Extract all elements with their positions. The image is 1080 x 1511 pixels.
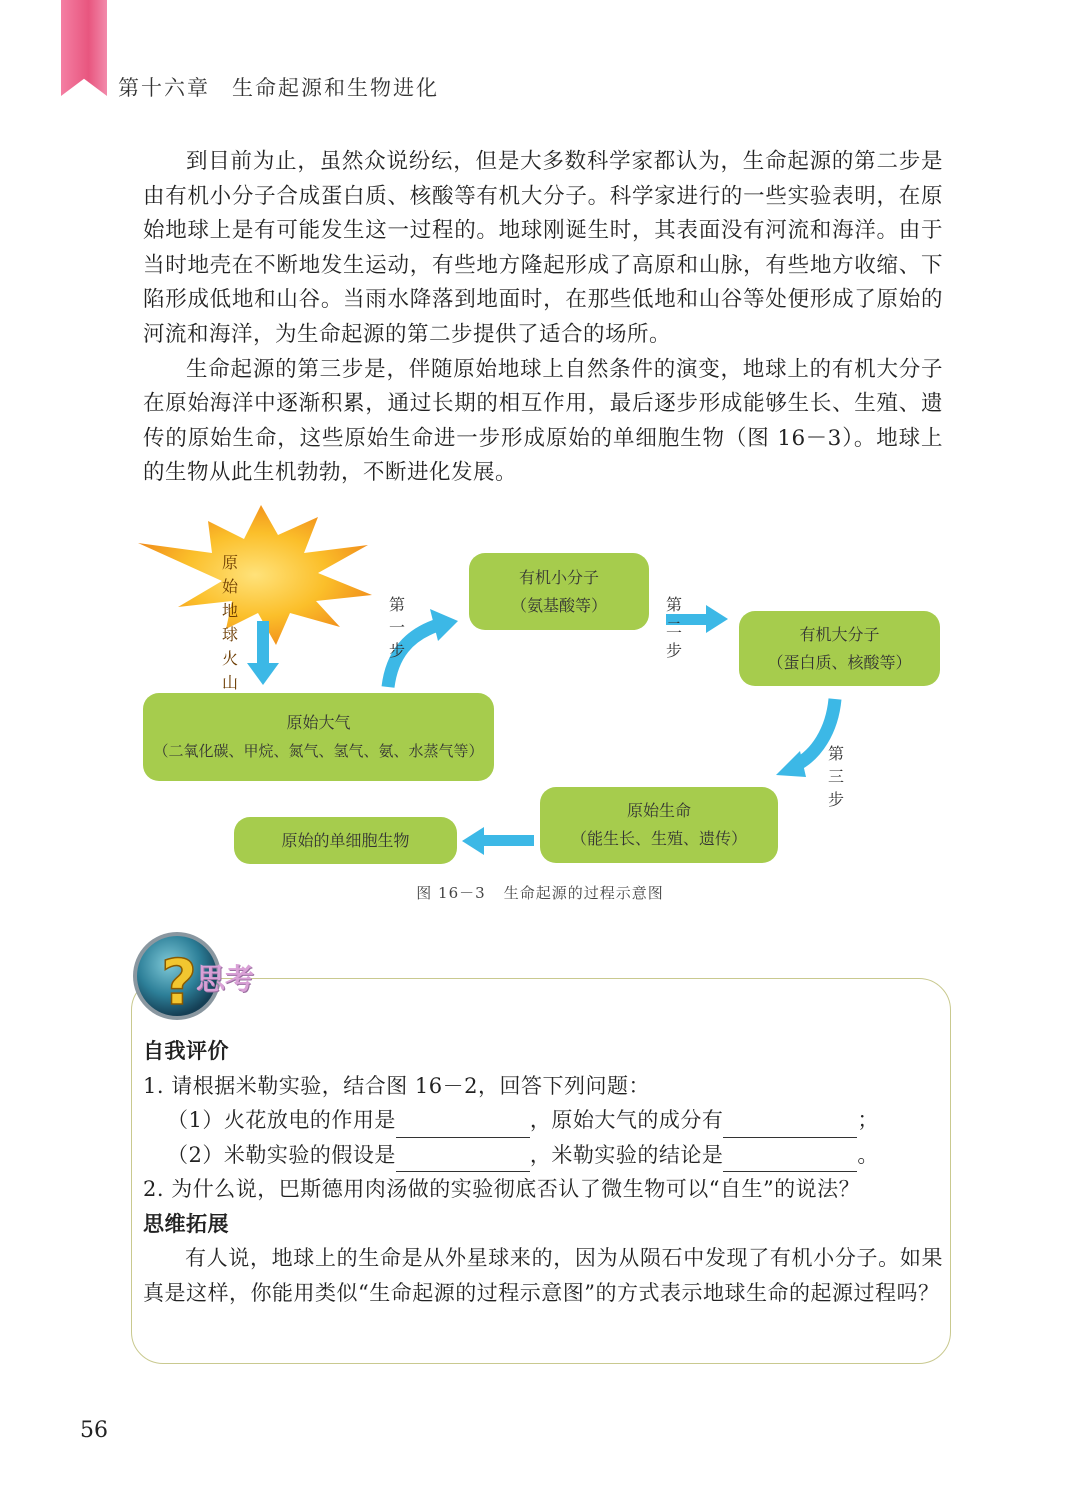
atmosphere-title: 原始大气 <box>286 713 351 732</box>
answer-blank[interactable] <box>723 1113 857 1138</box>
label-step2: 第二步 <box>666 595 683 660</box>
volcano-line1: 原始地球 <box>222 553 239 644</box>
arrow-step3 <box>776 699 835 777</box>
chapter-tab-decoration <box>61 0 107 96</box>
small-molecules-title: 有机小分子 <box>518 567 599 587</box>
large-molecules-detail: （蛋白质、核酸等） <box>767 652 912 672</box>
box-primitive-life <box>540 787 778 863</box>
svg-text:?: ? <box>161 946 197 1019</box>
main-text <box>143 145 943 491</box>
figure-number: 图 16－3 <box>416 884 486 902</box>
box-primitive-atmosphere <box>143 693 494 781</box>
box-large-molecules <box>739 611 940 686</box>
box-single-cell <box>234 817 457 864</box>
arrow-life-to-cell <box>462 827 534 855</box>
figure-caption <box>0 882 1080 903</box>
self-evaluation-heading: 自我评价 <box>143 1039 229 1063</box>
volcano-burst-icon <box>138 505 372 645</box>
chapter-header <box>118 72 439 102</box>
q1-2-part-b: ，米勒实验的结论是 <box>529 1142 724 1167</box>
question-2: 2. 为什么说，巴斯德用肉汤做的实验彻底否认了微生物可以“自生”的说法？ <box>143 1177 861 1201</box>
q1-1-part-c: ； <box>857 1108 879 1132</box>
small-molecules-detail: （氨基酸等） <box>510 595 607 615</box>
extension-paragraph: 有人说，地球上的生命是从外星球来的，因为从陨石中发现了有机小分子。如果真是这样，你能用类似“生命起源的过程示意图”的方式表示地球生命的起源过程吗？ <box>143 1246 943 1305</box>
chapter-number: 第十六章 <box>118 76 210 100</box>
paragraph-1: 到目前为止，虽然众说纷纭，但是大多数科学家都认为，生命起源的第二步是由有机小分子合成蛋白质、核酸等有机大分子。科学家进行的一些实验表明，在原始地球上是有可能发生这一过程的。地球刚诞生时，其表面没有河流和海洋。由于当时地壳在不断地发生运动，有些地方隆起形成了高原和山脉，有些地方收缩、下陷形成低地和山谷。当雨水降落到地面时，在那些低地和山谷等处便形成了原始的河流和海洋，为生命起源的第二步提供了适合的场所。 <box>143 149 943 347</box>
label-step1: 第一步 <box>389 595 406 660</box>
q1-1-part-a: （1）火花放电的作用是 <box>167 1108 396 1132</box>
figure-title: 生命起源的过程示意图 <box>503 884 664 902</box>
answer-blank[interactable] <box>723 1147 857 1172</box>
answer-blank[interactable] <box>396 1113 530 1138</box>
large-molecules-title: 有机大分子 <box>799 624 880 644</box>
single-cell-title: 原始的单细胞生物 <box>281 830 410 850</box>
volcano-line2: 火山 <box>222 649 239 692</box>
label-step3: 第三步 <box>828 744 845 809</box>
chapter-title: 生命起源和生物进化 <box>232 76 439 100</box>
question-1-2 <box>143 1138 943 1173</box>
question-1-1 <box>143 1103 943 1138</box>
primitive-life-detail: （能生长、生殖、遗传） <box>570 829 747 848</box>
box-small-molecules <box>469 553 649 630</box>
thinking-extension-heading: 思维拓展 <box>143 1211 229 1236</box>
question-1: 1. 请根据米勒实验，结合图 16－2，回答下列问题： <box>143 1073 650 1098</box>
q1-2-part-a: （2）米勒实验的假设是 <box>167 1142 396 1167</box>
think-title: 思考 <box>196 962 255 996</box>
think-content <box>143 1034 943 1310</box>
q1-1-part-b: ，原始大气的成分有 <box>529 1108 724 1132</box>
primitive-life-title: 原始生命 <box>626 801 691 820</box>
answer-blank[interactable] <box>396 1147 530 1172</box>
atmosphere-detail: （二氧化碳、甲烷、氮气、氢气、氨、水蒸气等） <box>153 742 484 760</box>
paragraph-2: 生命起源的第三步是，伴随原始地球上自然条件的演变，地球上的有机大分子在原始海洋中逐渐积累，通过长期的相互作用，最后逐步形成能够生长、生殖、遗传的原始生命，这些原始生命进一步形成原始的单细胞生物（图 16－3）。地球上的生物从此生机勃勃，不断进化发展。 <box>143 356 943 486</box>
page-number: 56 <box>80 1418 108 1443</box>
q1-2-part-c: 。 <box>857 1142 879 1167</box>
